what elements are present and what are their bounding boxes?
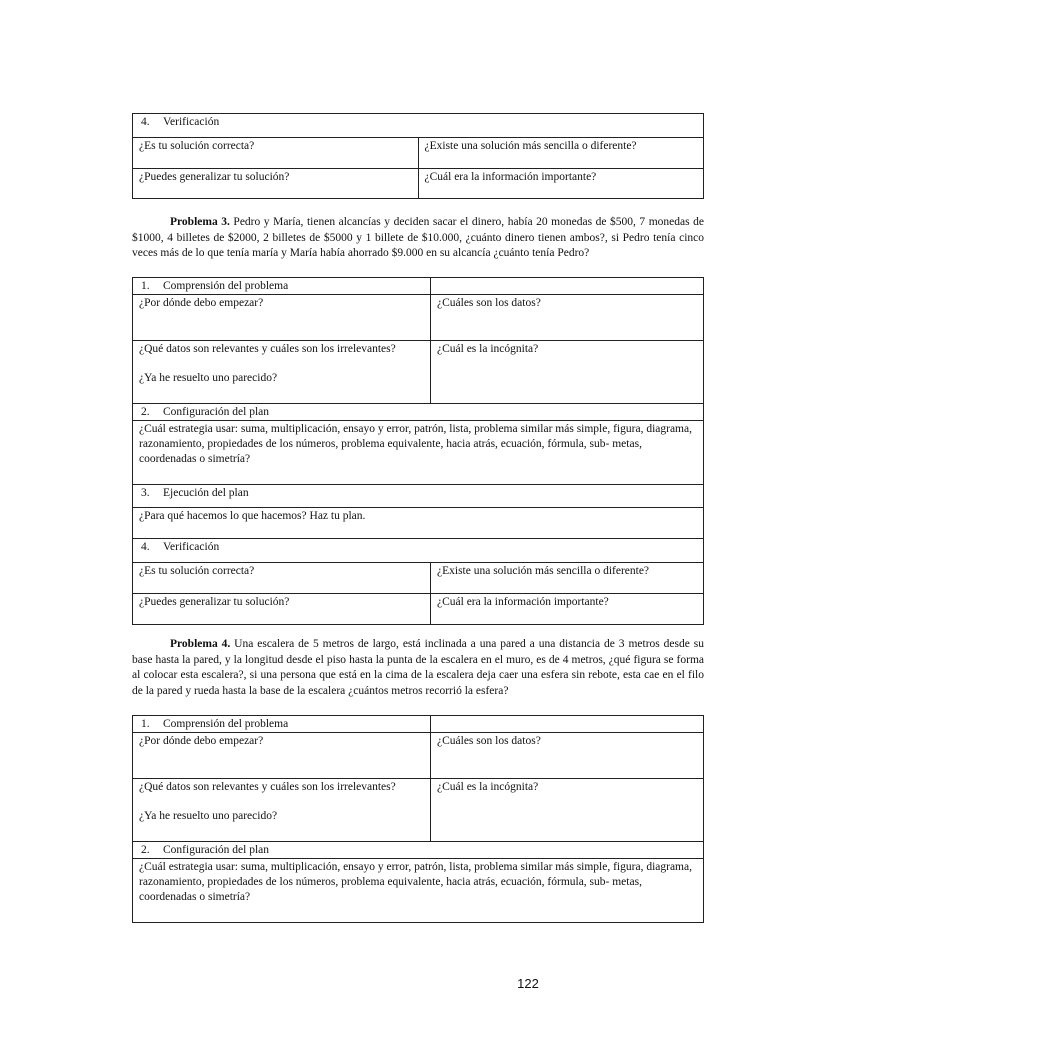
- question-strategy: ¿Cuál estrategia usar: suma, multiplicación, ensayo y error, patrón, lista, problema similar más simple, figura, diagrama, razonamiento, propiedades de los números, problema equivalente, hacia atrás, ecuación, fórmula, sub- metas, coordenadas o simetría?: [133, 421, 704, 485]
- problem-4-statement: [132, 637, 704, 699]
- question-simpler: ¿Existe una solución más sencilla o diferente?: [431, 563, 704, 594]
- question-unknown: ¿Cuál es la incógnita?: [431, 341, 704, 404]
- problem-3-statement: [132, 215, 704, 262]
- question-data: ¿Cuáles son los datos?: [431, 295, 704, 341]
- question-relevant-cell: [133, 341, 431, 404]
- verification-table-top: [132, 113, 704, 199]
- question-simpler: ¿Existe una solución más sencilla o diferente?: [418, 138, 704, 169]
- page-number: 122: [517, 976, 539, 991]
- problem-4-text: Una escalera de 5 metros de largo, está inclinada a una pared a una distancia de 3 metros desde su base hasta la pared, y la longitud desde el piso hasta la punta de la escalera en el muro, es de 4 metros, ¿qué figura se forma al colocar esta escalera?, si una persona que está en la cima de la escalera deja caer una esfera sin rebote, esta cae en el filo de la pared y rueda hasta la base de la escalera ¿cuántos metros recorrió la esfera?: [132, 638, 705, 697]
- question-generalize: ¿Puedes generalizar tu solución?: [133, 594, 431, 625]
- problem-4-title: Problema 4.: [170, 638, 231, 650]
- question-strategy: ¿Cuál estrategia usar: suma, multiplicación, ensayo y error, patrón, lista, problema similar más simple, figura, diagrama, razonamiento, propiedades de los números, problema equivalente, hacia atrás, ecuación, fórmula, sub- metas, coordenadas o simetría?: [133, 859, 704, 923]
- question-solved: ¿Ya he resuelto uno parecido?: [139, 372, 278, 384]
- section-header-plan: 2. Configuración del plan: [133, 404, 704, 421]
- problem-3-text: Pedro y María, tienen alcancías y deciden sacar el dinero, había 20 monedas de $500, 7 monedas de $1000, 4 billetes de $2000, 2 billetes de $5000 y 1 billete de $10.000, ¿cuánto dinero tienen ambos?, si Pedro tenía cinco veces más de lo que tenía maría y María había ahorrado $9.000 en su alcancía ¿cuánto tenía Pedro?: [132, 216, 704, 259]
- question-correct: ¿Es tu solución correcta?: [133, 563, 431, 594]
- section-header-verification: 4. Verificación: [133, 114, 704, 138]
- question-correct: ¿Es tu solución correcta?: [133, 138, 419, 169]
- question-unknown: ¿Cuál es la incógnita?: [431, 779, 704, 842]
- question-start: ¿Por dónde debo empezar?: [133, 295, 431, 341]
- section-header-execution: 3. Ejecución del plan: [133, 485, 704, 508]
- question-solved: ¿Ya he resuelto uno parecido?: [139, 810, 278, 822]
- question-data: ¿Cuáles son los datos?: [431, 733, 704, 779]
- question-relevant: ¿Qué datos son relevantes y cuáles son los irrelevantes?: [139, 781, 396, 793]
- question-start: ¿Por dónde debo empezar?: [133, 733, 431, 779]
- section-header-plan: 2. Configuración del plan: [133, 842, 704, 859]
- question-important: ¿Cuál era la información importante?: [418, 169, 704, 199]
- problem-3-title: Problema 3.: [170, 216, 230, 228]
- question-relevant-cell: [133, 779, 431, 842]
- section-header-comprehension: 1. Comprensión del problema: [133, 278, 431, 295]
- question-generalize: ¿Puedes generalizar tu solución?: [133, 169, 419, 199]
- question-relevant: ¿Qué datos son relevantes y cuáles son los irrelevantes?: [139, 343, 396, 355]
- question-important: ¿Cuál era la información importante?: [431, 594, 704, 625]
- section-header-verification: 4. Verificación: [133, 539, 704, 563]
- section-header-comprehension: 1. Comprensión del problema: [133, 716, 431, 733]
- problem-4-table: [132, 715, 704, 923]
- question-plan: ¿Para qué hacemos lo que hacemos? Haz tu plan.: [133, 508, 704, 539]
- problem-3-table: [132, 277, 704, 625]
